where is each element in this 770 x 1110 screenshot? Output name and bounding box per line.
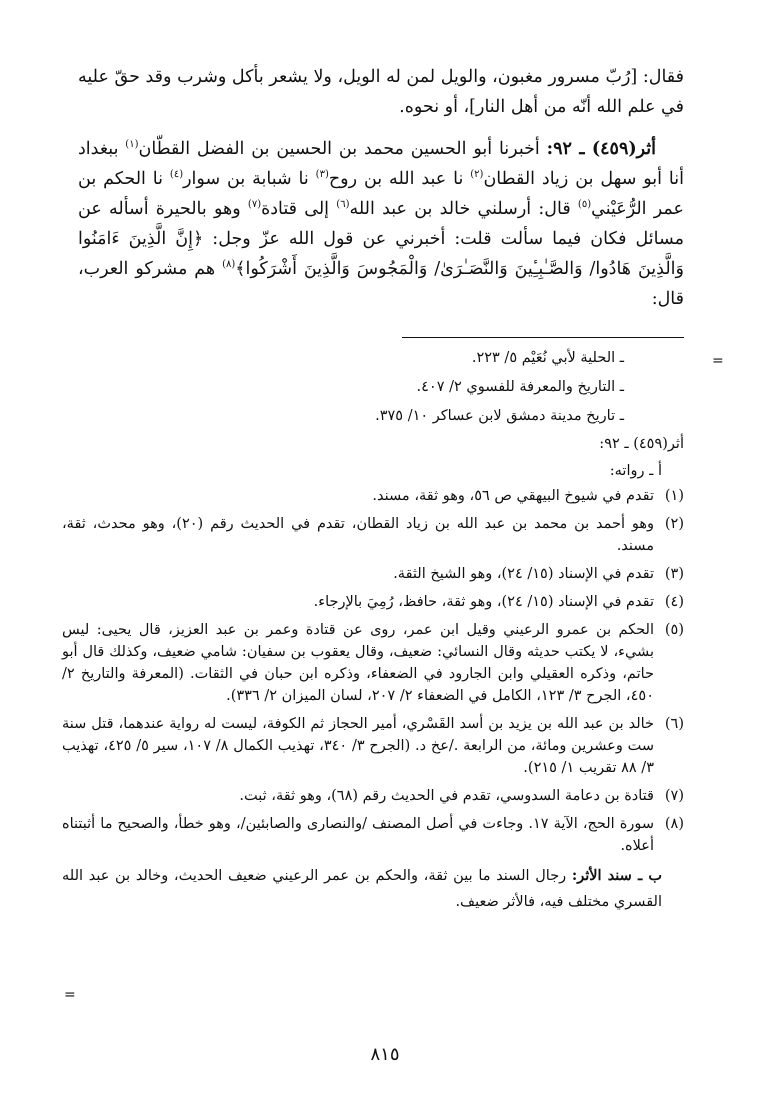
footnote-8: [62, 813, 684, 857]
page-number: ٨١٥: [370, 1044, 400, 1065]
text-segment: نا الحكم بن عمر الرُّعَيْني: [78, 169, 684, 219]
chain-assessment: [62, 863, 684, 915]
main-paragraph-2: [78, 134, 684, 314]
continued-marker: =: [712, 353, 724, 369]
text-segment: نا شبابة بن سوار: [183, 169, 316, 189]
footnote-ref-6: (٦): [336, 199, 350, 211]
text-segment: هم مشركو العرب، قال:: [78, 259, 684, 309]
footnote-number: (٤): [664, 594, 684, 610]
footnote-number: (٧): [664, 788, 684, 804]
text-segment: إلى قتادة: [261, 199, 337, 219]
footnote-5: [62, 619, 684, 707]
footnote-ref-8: (٨): [222, 259, 236, 271]
footnote-text: سورة الحج، الآية ١٧. وجاءت في أصل المصنف /والنصارى والصابئين/، وهو خطأ، والصحيح ما أثبتناه أعلاه.: [62, 816, 654, 854]
footnote-3: [62, 563, 684, 585]
footnote-ref-4: (٤): [169, 169, 184, 181]
footnote-ref-5: (٥): [577, 199, 592, 211]
text-segment: وهو بالحيرة أسأله عن مسائل فكان فيما سألت قلت: أخبرني عن قول الله عزّ وجل: ﴿إِنَّ الَّذِينَ ءَامَنُوا وَالَّذِينَ هَادُوا/ وَالصَّـٰبِـِٔينَ وَالنَّصَـٰرَىٰ/ وَالْمَجُوسَ وَالَّذِينَ أَشْرَكُوا﴾: [78, 199, 684, 279]
footnote-7: [62, 785, 684, 807]
narrators-subheading: أ ـ رواته:: [609, 463, 662, 479]
chain-assessment-label: ب ـ سند الأثر:: [571, 867, 662, 884]
footnote-text: قتادة بن دعامة السدوسي، تقدم في الحديث رقم (٦٨)، وهو ثقة، ثبت.: [239, 788, 654, 804]
footnotes-heading: أثر(٤٥٩) ـ ٩٢:: [599, 436, 684, 452]
footnote-text: وهو أحمد بن محمد بن عبد الله بن زياد القطان، تقدم في الحديث رقم (٢٠)، وهو محدث، ثقة، مسند.: [62, 516, 654, 554]
footnote-ref-1: (١): [125, 139, 139, 151]
athar-label: أثر(٤٥٩) ـ ٩٢:: [546, 139, 657, 159]
text-segment: نا عبد الله بن روح: [328, 169, 471, 189]
text-segment: قال: أرسلني خالد بن عبد الله: [349, 199, 578, 219]
footnote-text: تقدم في شيوخ البيهقي ص ٥٦، وهو ثقة، مسند.: [372, 488, 654, 504]
text-segment: ببغداد أنا أبو سهل بن زياد القطان: [78, 139, 685, 189]
main-text: [78, 62, 684, 314]
footnote-number: (٥): [664, 622, 684, 638]
footnote-number: (١): [664, 488, 684, 504]
text-segment: أخبرنا أبو الحسين محمد بن الحسين بن الفضل القطّان: [138, 139, 547, 159]
footnote-number: (٣): [664, 566, 684, 582]
footnotes: [62, 344, 684, 915]
source-item: ـ الحلية لأبي نُعَيْم ٥/ ٢٢٣.: [471, 350, 624, 366]
chain-assessment-text: رجال السند ما بين ثقة، والحكم بن عمر الرعيني ضعيف الحديث، وخالد بن عبد الله القسري مختلف فيه، فالأثر ضعيف.: [62, 868, 662, 910]
footnote-text: تقدم في الإسناد (١٥/ ٢٤)، وهو ثقة، حافظ، رُمِيَ بالإرجاء.: [313, 594, 654, 610]
main-paragraph-1: فقال: [رُبّ مسرور مغبون، والويل لمن له الويل، ولا يشعر بأكل وشرب وقد حقّ عليه في علم الله أنّه من أهل النار]، أو نحوه.: [78, 67, 684, 117]
footnote-number: (٨): [664, 816, 684, 832]
footnote-text: خالد بن عبد الله بن يزيد بن أسد القَسْري، أمير الحجاز ثم الكوفة، ليست له رواية عندهما، قتل سنة ست وعشرين ومائة، من الرابعة ./عخ د. (الجرح ٣/ ٣٤٠، تهذيب الكمال ٨/ ١٠٧، سير ٥/ ٤٢٥، تهذيب ٣/ ٨٨ تقريب ١/ ٢١٥).: [62, 716, 654, 776]
footnote-number: (٢): [664, 516, 684, 532]
footnote-2: [62, 513, 684, 557]
footnote-4: [62, 591, 684, 613]
continues-marker: =: [64, 987, 76, 1003]
footnote-text: تقدم في الإسناد (١٥/ ٢٤)، وهو الشيخ الثقة.: [393, 566, 654, 582]
footnote-1: [62, 485, 684, 507]
footnote-text: الحكم بن عمرو الرعيني وقيل ابن عمر، روى عن قتادة وعمر بن عبد العزيز، قال يحيى: ليس بشيء، لا يكتب حديثه وقال النسائي: ضعيف، وقال يعقوب بن سفيان: شامي ضعيف، وكذلك قال أبو حاتم، وذكره العقيلي وابن الجارود في الضعفاء، وذكره ابن حبان في الثقات. (المعرفة والتاريخ ٢/ ٤٥٠، الجرح ٣/ ١٢٣، الكامل في الضعفاء ٢/ ٢٠٧، لسان الميزان ٢/ ٣٣٦).: [62, 622, 654, 704]
footnote-ref-2: (٢): [470, 169, 484, 181]
source-item: ـ تاريخ مدينة دمشق لابن عساكر ١٠/ ٣٧٥.: [375, 408, 624, 424]
footnote-number: (٦): [664, 716, 684, 732]
footnote-ref-7: (٧): [247, 199, 262, 211]
footnote-6: [62, 713, 684, 779]
footnote-ref-3: (٣): [315, 169, 329, 181]
source-item: ـ التاريخ والمعرفة للفسوي ٢/ ٤٠٧.: [416, 379, 624, 395]
footnote-separator: [402, 337, 684, 338]
